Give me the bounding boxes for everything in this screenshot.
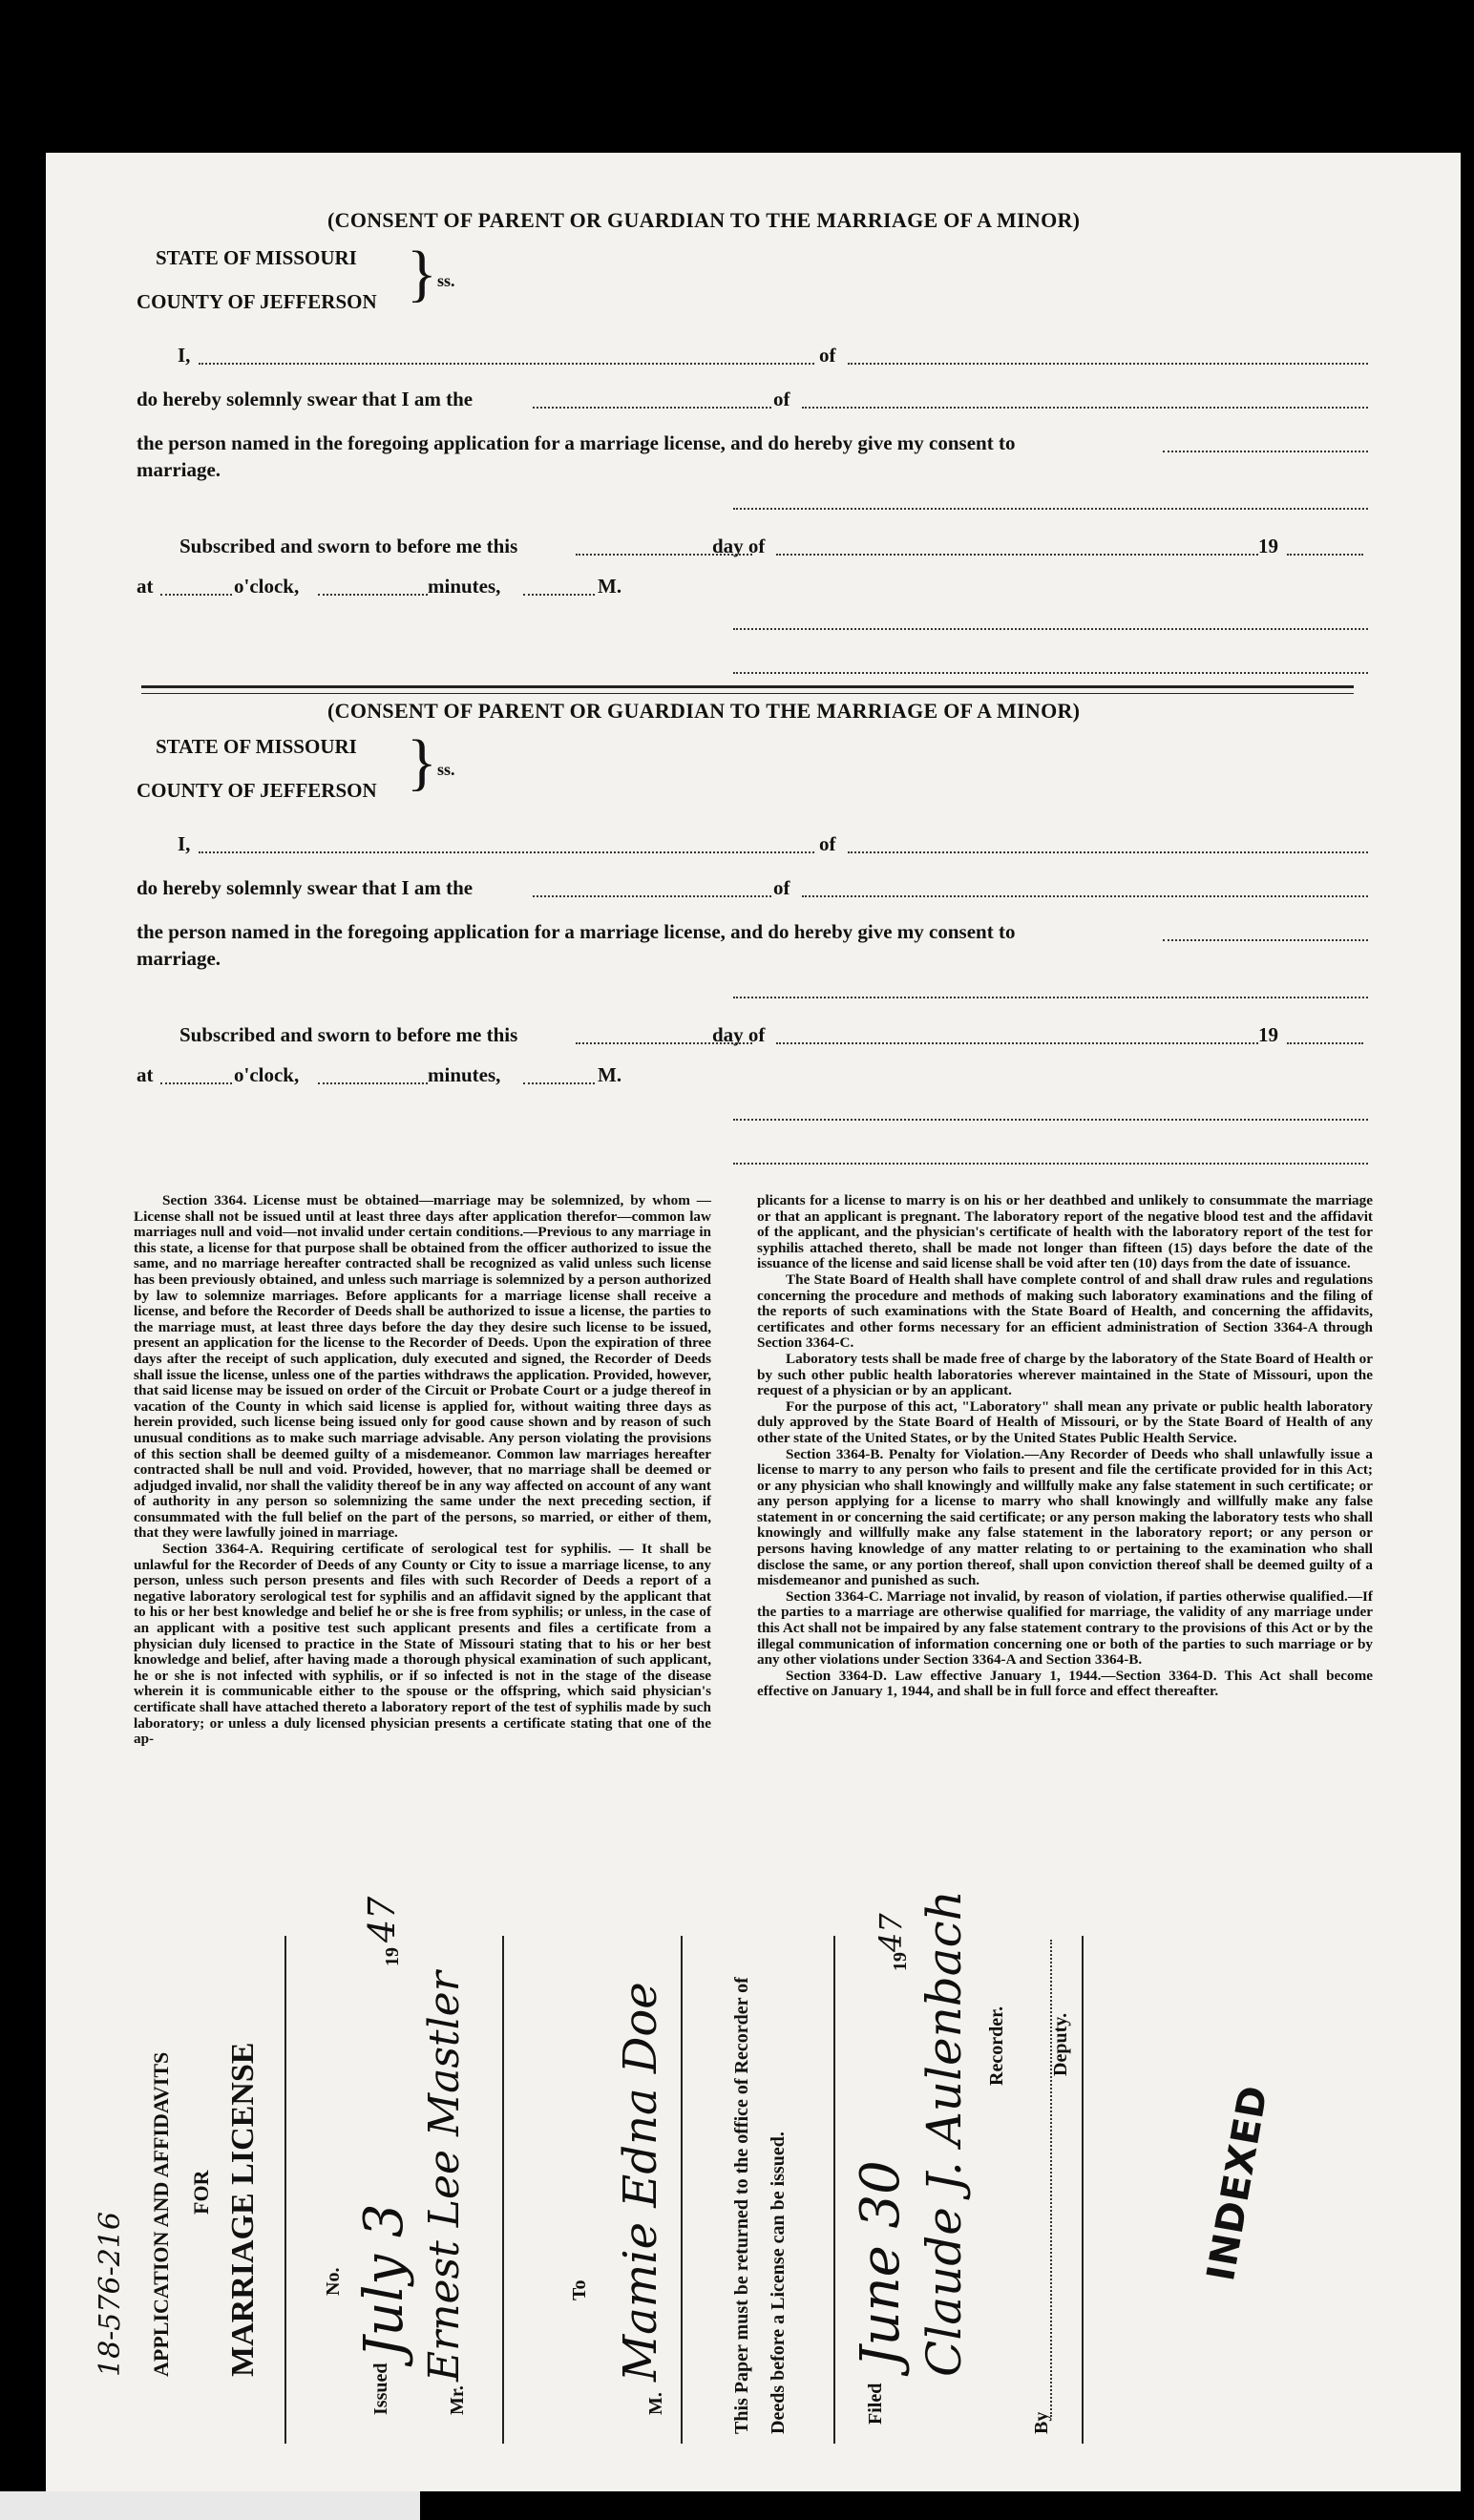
year-label: 19 [1258,535,1278,557]
minutes-line [318,594,428,596]
recorder-label: Recorder. [986,2006,1007,2086]
rule [833,1936,835,2444]
subscribed-label: Subscribed and sworn to before me this [179,1023,518,1046]
m-label: M. [598,575,622,598]
law-paragraph: Section 3364-A. Requiring certificate of serological test for syphilis. — It shall be unlawful for the Recorder of Deeds of any County or City to issue a marriage license, to any person, unless such person presents and files with such Recorder of Deeds a report of a negative laboratory serological test for syphilis and an affidavit signed by the applicant that to his or her best knowledge and belief he or she is free from syphilis; or unless, in the case of an applicant with a positive test such applicant presents and files a certificate from a physician duly licensed to practice in the State of Missouri stating that to his or her best knowledge and belief, after having made a thorough physical examination of such applicant, he or she is not infected with syphilis, or if so infected is not in the stage of the disease wherein it is communicable either to the spouse or the offspring, which said physician's certificate shall have attached thereto a laboratory report of the test of syphilis made by such laboratory; or unless a duly licensed physician presents a certificate stating that one of the ap- [134,1541,711,1748]
file-number: 18-576-216 [94,2212,127,2377]
residence-line [848,851,1368,853]
recorder-signature: Claude J. Aulenbach [916,1890,972,2377]
swear-label: do hereby solemnly swear that I am the [137,876,474,899]
marriage-label: marriage. [137,458,221,481]
law-text-right [757,1193,1373,1700]
deputy-label: Deputy. [1050,2012,1071,2076]
law-paragraph: plicants for a license to marry is on his or her deathbed and unlikely to consummate the marriage or that an applicant is pregnant. The laboratory report of the negative blood test and the affidavit of the applicant, and the physician's certificate of health with the laboratory report of the test for syphilis attached thereto, shall be made not longer than fifteen (15) days before the date of the issuance of the license and said license shall be void after ten (10) days from the date of issuance. [757,1192,1373,1272]
county-label: COUNTY OF JEFFERSON [137,290,377,313]
subscribed-label: Subscribed and sworn to before me this [179,535,518,557]
of-label: of [819,832,836,855]
law-paragraph: Section 3364-D. Law effective January 1, 1944.—Section 3364-D. This Act shall become effective on January 1, 1944, and shall be in full force and effect thereafter. [757,1667,1373,1700]
by-label: By [1031,2411,1052,2434]
officer-line-1 [733,1119,1368,1121]
return-notice: This Paper must be returned to the office of Recorder of Deeds before a License can be issued. [731,1977,789,2434]
i-label: I, [178,344,191,367]
consent-title: (CONSENT OF PARENT OR GUARDIAN TO THE MARRIAGE OF A MINOR) [327,208,1081,232]
officer-line-1 [733,628,1368,630]
divider [141,693,1354,694]
year-line [1287,554,1363,556]
name-line [199,851,814,853]
person-named-text: the person named in the foregoing application for a marriage license, and do hereby give my consent to [137,431,1016,454]
issued-label: Issued [370,2362,391,2415]
filed-year-handwritten: 47 [873,1913,909,1952]
to-label: To [569,2279,590,2300]
i-label: I, [178,832,191,855]
brace: } [407,239,437,308]
marriage-label: marriage. [137,947,221,970]
consent-title: (CONSENT OF PARENT OR GUARDIAN TO THE MARRIAGE OF A MINOR) [327,699,1081,723]
document-page [46,153,1461,2491]
swear-of-label: of [773,876,790,899]
law-paragraph: The State Board of Health shall have complete control of and shall draw rules and regulations concerning the procedure and methods of making such laboratory examinations and the filing of the reports of such examinations with the State Board of Health, and concerning the affidavits, certificates and other forms necessary for an efficient administration of Section 3364-A through Section 3364-C. [757,1270,1373,1352]
law-paragraph: For the purpose of this act, "Laboratory" shall mean any private or public health laboratory duly approved by the State Board of Health of Missouri, or by the State Board of Health of any other state of the United States, or by the United States Public Health Service. [757,1397,1373,1446]
bride-m-label: M. [645,2392,666,2415]
name-line [199,363,814,365]
for-heading: FOR [189,2170,213,2215]
year-line [1287,1042,1363,1044]
rule [1082,1936,1084,2444]
day-of-label: day of [712,1023,766,1046]
issued-year-handwritten: 47 [361,1896,403,1942]
state-label: STATE OF MISSOURI [156,735,357,758]
swear-of-label: of [773,388,790,410]
m-label: M. [598,1063,622,1086]
signature-line [733,997,1368,998]
meridiem-line [523,594,595,596]
minor-line [802,407,1368,409]
at-label: at [137,1063,154,1086]
day-of-label: day of [712,535,766,557]
filed-label: Filed [865,2383,886,2425]
minor-line [802,895,1368,897]
of-label: of [819,344,836,367]
consent-to-line [1163,451,1368,452]
law-paragraph: Section 3364. License must be obtained—marriage may be solemnized, by whom — License shall not be issued until at least three days after application therefor—common law marriages null and void—not invalid under certain conditions.—Previous to any marriage in this state, a license for that purpose shall be obtained from the officer authorized to issue the same, and no marriage hereafter contracted shall be recognized as valid unless such license has been previously obtained, and unless such marriage is solemnized by a person authorized by law to solemnize marriages. Before applicants for a marriage license shall receive a license, and before the Recorder of Deeds shall be authorized to issue a license, the parties to the marriage must, at least three days before the day they desire such license to be issued, present an application for the license to the Recorder of Deeds. Upon the expiration of three days after the receipt of such application, duly executed and signed, the Recorder of Deeds shall issue the license, unless one of the parties withdraws the application. Provided, however, that said license may be issued on order of the Circuit or Probate Court or a judge thereof in vacation of the County in which said license is applied for, without waiting three days as herein provided, such license being issued only for good cause shown and by reason of such unusual conditions as to make such marriage advisable. Any person violating the provisions of this section shall be deemed guilty of a misdemeanor. Common law marriages hereafter contracted shall be null and void. Provided, however, that no marriage shall be deemed or adjudged invalid, nor shall the validity thereof be in any way affected on account of any want of authority in any person so solemnizing the same under the next preceding section, if consummated with the full belief on the part of the persons, so married, or either of them, that they were lawfully joined in marriage. [134,1192,711,1542]
deputy-line [1050,1940,1052,2417]
law-paragraph: Section 3364-B. Penalty for Violation.—Any Recorder of Deeds who shall unlawfully issue a license to marry to any person who fails to present and file the certificate provided for in this Act; or any physician who shall knowingly and willfully make any false statement in such certificate; or any person applying for a license to marry who shall knowingly and willfully make any false statement in or concerning the said certificate; or any person making the laboratory tests who shall knowingly and willfully make any false statement in the laboratory report; or any person or persons having knowledge of any matter relating to or pertaining to the examination who shall disclose the same, or any portion thereof, shall upon conviction thereof shall be deemed guilty of a misdemeanor and punished as such. [757,1445,1373,1589]
law-text-left [134,1193,711,1748]
officer-line-2 [733,672,1368,674]
hour-line [160,594,232,596]
person-named-text: the person named in the foregoing application for a marriage license, and do hereby give my consent to [137,920,1016,943]
hour-line [160,1082,232,1084]
officer-line-2 [733,1163,1368,1165]
rule [681,1936,683,2444]
relation-line [533,895,771,897]
month-line [776,554,1258,556]
scan-edge [0,2491,420,2520]
at-label: at [137,575,154,598]
signature-line [733,508,1368,510]
oclock-label: o'clock, [234,1063,300,1086]
brace: } [407,727,437,797]
consent-to-line [1163,939,1368,941]
issued-date-handwritten: July 3 [353,2203,415,2358]
law-paragraph: Laboratory tests shall be made free of charge by the laboratory of the State Board of Health or by such other public health laboratories wherever maintained in the State of Missouri, upon the request of a physician or by an applicant. [757,1350,1373,1399]
year-label: 19 [1258,1023,1278,1046]
meridiem-line [523,1082,595,1084]
divider [141,685,1354,688]
month-line [776,1042,1258,1044]
law-paragraph: Section 3364-C. Marriage not invalid, by reason of violation, if parties otherwise qualified.—If the parties to a marriage are otherwise qualified for marriage, the validity of any marriage under this Act shall not be impaired by any false statement contrary to the provisions of this Act or by the illegal communication of information concerning one or both of the parties to such marriage or by any other violations under Section 3364-A and Section 3364-B. [757,1587,1373,1669]
issued-year-label: 19 [382,1947,403,1966]
applications-heading: APPLICATION AND AFFIDAVITS [149,2051,173,2377]
groom-name-handwritten: Ernest Lee Mastler [420,1971,469,2382]
state-label: STATE OF MISSOURI [156,246,357,269]
ss-label: ss. [437,760,455,779]
oclock-label: o'clock, [234,575,300,598]
swear-label: do hereby solemnly swear that I am the [137,388,474,410]
county-label: COUNTY OF JEFFERSON [137,779,377,802]
no-label: No. [323,2267,344,2296]
mr-label: Mr. [447,2385,468,2415]
minutes-line [318,1082,428,1084]
minutes-label: minutes, [428,575,501,598]
filed-date-handwritten: June 30 [850,2160,912,2367]
residence-line [848,363,1368,365]
bride-name-handwritten: Mamie Edna Doe [614,1982,667,2382]
filed-year-label: 19 [890,1952,911,1971]
license-heading: MARRIAGE LICENSE [225,2042,261,2377]
rule [284,1936,286,2444]
ss-label: ss. [437,271,455,290]
relation-line [533,407,771,409]
indexed-stamp: INDEXED [1199,2081,1277,2284]
rule [502,1936,504,2444]
minutes-label: minutes, [428,1063,501,1086]
